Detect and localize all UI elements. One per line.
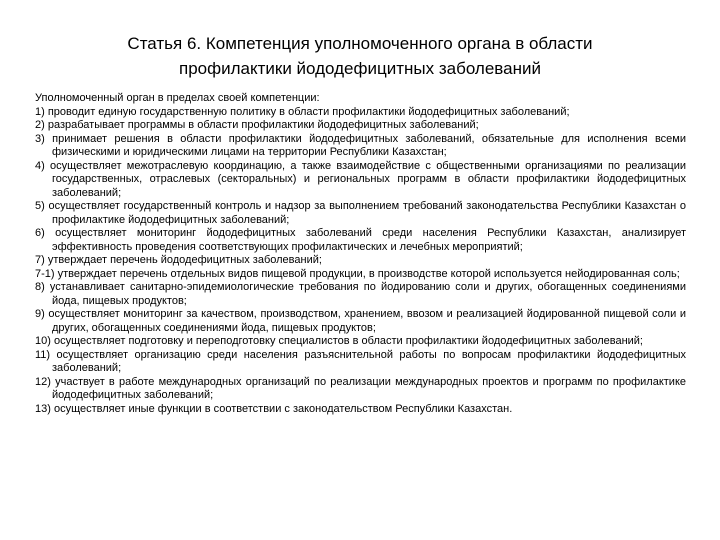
page-title-line-1: Статья 6. Компетенция уполномоченного органа в области — [127, 34, 593, 53]
list-item-7: 7) утверждает перечень йододефицитных заболеваний; — [35, 254, 322, 266]
list-item-1: 1) проводит единую государственную политику в области профилактики йододефицитных заболеваний; — [35, 105, 570, 118]
article-body — [0, 92, 720, 416]
list-item-9: 9) осуществляет мониторинг за качеством, производством, хранением, ввозом и реализацией йодированной пищевой соли и других, обогащенных соединениями йода, пищевых продуктов; — [35, 308, 686, 334]
page-title-line-2: профилактики йододефицитных заболеваний — [179, 59, 541, 78]
list-item-2: 2) разрабатывает программы в области профилактики йододефицитных заболеваний; — [35, 119, 479, 131]
list-item-5: 5) осуществляет государственный контроль и надзор за выполнением требований законодательства Республики Казахстан о профилактике йододефицитных заболеваний; — [35, 200, 686, 226]
page-title — [0, 0, 720, 81]
list-item-10: 10) осуществляет подготовку и переподготовку специалистов в области профилактики йододефицитных заболеваний; — [35, 335, 643, 347]
list-item-13: 13) осуществляет иные функции в соответствии с законодательством Республики Казахстан. — [35, 402, 513, 415]
list-item-8: 8) устанавливает санитарно-эпидемиологические требования по йодированию соли и других, обогащенных соединениями йода, пищевых продуктов; — [35, 281, 686, 307]
list-item-6: 6) осуществляет мониторинг йододефицитных заболеваний среди населения Республики Казахстан, анализирует эффективность проведения соответствующих профилактических и лечебных мероприятий; — [35, 227, 686, 253]
intro-line: Уполномоченный орган в пределах своей компетенции: — [35, 92, 320, 104]
list-item-7-1: 7-1) утверждает перечень отдельных видов пищевой продукции, в производстве которой используется нейодированная соль; — [35, 267, 680, 280]
list-item-12: 12) участвует в работе международных организаций по реализации международных проектов и программ по профилактике йододефицитных заболеваний; — [35, 375, 686, 401]
list-item-3: 3) принимает решения в области профилактики йододефицитных заболеваний, обязательные для исполнения всеми физическими и юридическими лицами на территории Республики Казахстан; — [35, 132, 686, 158]
list-item-11: 11) осуществляет организацию среди населения разъяснительной работы по вопросам профилактики йододефицитных заболеваний; — [35, 348, 686, 374]
list-item-4: 4) осуществляет межотраслевую координацию, а также взаимодействие с общественными организациями по реализации государственных, отраслевых (секторальных) и региональных программ в области профилактики йододефицитных заболеваний; — [35, 159, 686, 199]
